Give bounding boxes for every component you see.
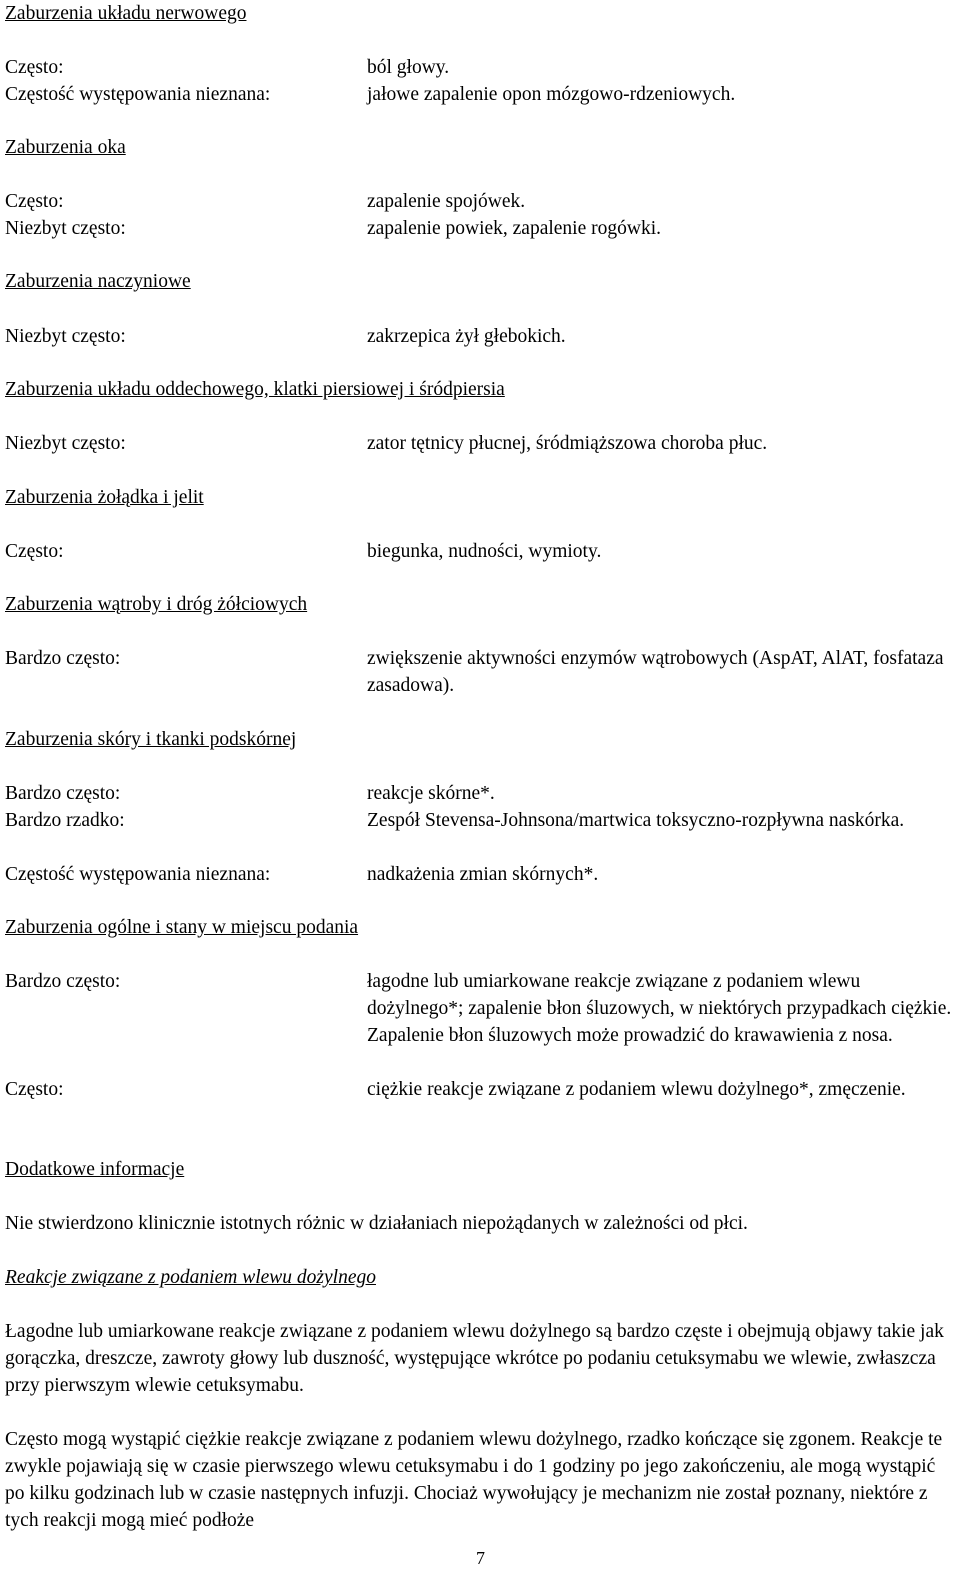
reaction-text: zakrzepica żył głebokich. bbox=[367, 326, 566, 347]
reaction-text: nadkażenia zmian skórnych*. bbox=[367, 864, 599, 885]
section-heading-gastro: Zaburzenia żołądka i jelit bbox=[5, 487, 204, 508]
reaction-text: zwiększenie aktywności enzymów wątrobowych (AspAT, AlAT, fosfataza zasadowa). bbox=[367, 648, 944, 696]
reaction-text: Zespół Stevensa-Johnsona/martwica toksyczno-rozpływna naskórka. bbox=[367, 810, 905, 831]
section-heading-additional: Dodatkowe informacje bbox=[5, 1159, 185, 1180]
frequency-label: Bardzo rzadko: bbox=[5, 810, 125, 831]
frequency-label: Często: bbox=[5, 541, 64, 562]
frequency-label: Częstość występowania nieznana: bbox=[5, 84, 271, 105]
reaction-text: zator tętnicy płucnej, śródmiąższowa choroba płuc. bbox=[367, 433, 768, 454]
reaction-text: ból głowy. bbox=[367, 57, 450, 78]
reaction-text: zapalenie powiek, zapalenie rogówki. bbox=[367, 218, 661, 239]
frequency-label: Często: bbox=[5, 1079, 64, 1100]
reaction-text: reakcje skórne*. bbox=[367, 783, 495, 804]
section-heading-vascular: Zaburzenia naczyniowe bbox=[5, 271, 191, 292]
reaction-text: ciężkie reakcje związane z podaniem wlewu dożylnego*, zmęczenie. bbox=[367, 1079, 906, 1100]
section-heading-respiratory: Zaburzenia układu oddechowego, klatki piersiowej i śródpiersia bbox=[5, 379, 505, 400]
frequency-label: Często: bbox=[5, 57, 64, 78]
section-heading-eye: Zaburzenia oka bbox=[5, 137, 126, 158]
frequency-label: Niezbyt często: bbox=[5, 433, 126, 454]
page-number: 7 bbox=[476, 1548, 485, 1568]
frequency-label: Często: bbox=[5, 191, 64, 212]
reaction-text: zapalenie spojówek. bbox=[367, 191, 526, 212]
reaction-text: łagodne lub umiarkowane reakcje związane z podaniem wlewu dożylnego*; zapalenie błon śluzowych, w niektórych przypadkach ciężkie. Zapalenie błon śluzowych może prowadzić do krawawienia z nosa. bbox=[367, 971, 952, 1046]
frequency-label: Niezbyt często: bbox=[5, 326, 126, 347]
section-heading-skin: Zaburzenia skóry i tkanki podskórnej bbox=[5, 729, 297, 750]
reaction-text: biegunka, nudności, wymioty. bbox=[367, 541, 602, 562]
frequency-label: Bardzo często: bbox=[5, 648, 121, 669]
reaction-text: jałowe zapalenie opon mózgowo-rdzeniowych. bbox=[367, 84, 736, 105]
section-heading-nervous: Zaburzenia układu nerwowego bbox=[5, 3, 247, 24]
paragraph: Łagodne lub umiarkowane reakcje związane z podaniem wlewu dożylnego są bardzo częste i obejmują objawy takie jak gorączka, dreszcze, zawroty głowy lub duszność, występujące wkrótce po podaniu cetuksymabu we wlewie, zwłaszcza przy pierwszym wlewie cetuksymabu. bbox=[5, 1321, 944, 1396]
paragraph: Nie stwierdzono klinicznie istotnych różnic w działaniach niepożądanych w zależności od płci. bbox=[5, 1213, 748, 1234]
frequency-label: Częstość występowania nieznana: bbox=[5, 864, 271, 885]
frequency-label: Niezbyt często: bbox=[5, 218, 126, 239]
frequency-label: Bardzo często: bbox=[5, 783, 121, 804]
section-heading-infusion: Reakcje związane z podaniem wlewu dożylnego bbox=[5, 1267, 376, 1288]
frequency-label: Bardzo często: bbox=[5, 971, 121, 992]
paragraph: Często mogą wystąpić ciężkie reakcje związane z podaniem wlewu dożylnego, rzadko kończące się zgonem. Reakcje te zwykle pojawiają się w czasie pierwszego wlewu cetuksymabu i do 1 godziny po jego zakończeniu, ale mogą wystąpić po kilku godzinach lub w czasie następnych infuzji. Chociaż wywołujący je mechanizm nie został poznany, niektóre z tych reakcji mogą mieć podłoże bbox=[5, 1429, 943, 1531]
section-heading-hepato: Zaburzenia wątroby i dróg żółciowych bbox=[5, 594, 308, 615]
section-heading-general: Zaburzenia ogólne i stany w miejscu podania bbox=[5, 917, 359, 938]
